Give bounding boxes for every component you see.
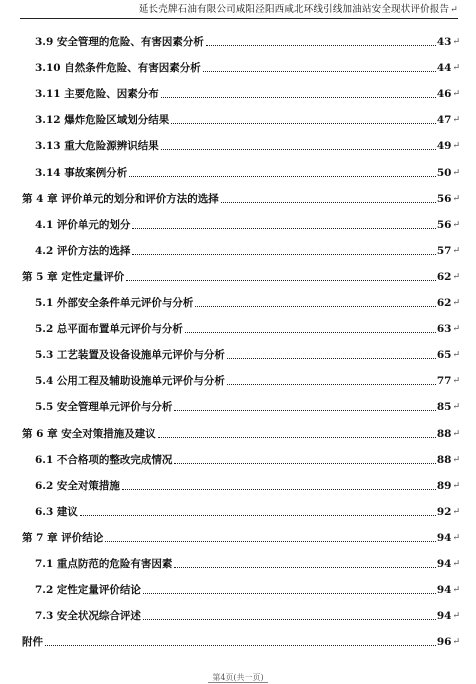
toc-entry-label: 第 4 章 评价单元的划分和评价方法的选择: [22, 192, 219, 205]
toc-entry-label: 7.1 重点防范的危险有害因素: [35, 558, 173, 570]
toc-section-entry[interactable]: [35, 477, 460, 493]
toc-page-number: 44: [436, 62, 452, 75]
toc-section-entry[interactable]: [35, 503, 460, 519]
toc-page-number: 77: [436, 375, 452, 388]
paragraph-mark-icon: ↵: [452, 271, 460, 282]
paragraph-mark-icon: ↵: [452, 63, 460, 74]
toc-entry-label: 3.14 事故案例分析: [35, 166, 128, 179]
toc-entry-label: 第 6 章 安全对策措施及建议: [22, 427, 156, 440]
toc-dot-leader: [126, 280, 436, 281]
toc-entry-label: 第 5 章 定性定量评价: [22, 270, 125, 283]
toc-chapter-entry[interactable]: [22, 190, 460, 206]
paragraph-mark-icon: ↵: [452, 141, 460, 152]
toc-entry-label: 5.3 工艺装置及设备设施单元评价与分析: [35, 349, 225, 362]
paragraph-mark-icon: ↵: [452, 245, 460, 256]
paragraph-mark-icon: ↵: [452, 89, 460, 100]
paragraph-mark-icon: ↵: [452, 428, 460, 439]
toc-section-entry[interactable]: [35, 216, 460, 232]
footer-page-label: 第4页(共一页): [208, 673, 267, 683]
paragraph-mark-icon: ↵: [452, 298, 460, 308]
paragraph-mark-icon: ↵: [452, 532, 460, 543]
toc-entry-label: 5.1 外部安全条件单元评价与分析: [35, 297, 194, 309]
toc-chapter-entry[interactable]: [22, 633, 460, 649]
toc-section-entry[interactable]: [35, 398, 460, 414]
toc-entry-label: 3.11 主要危险、因素分布: [35, 88, 159, 101]
toc-chapter-entry[interactable]: [22, 529, 460, 545]
toc-section-entry[interactable]: [35, 607, 460, 623]
paragraph-mark-icon: ↵: [452, 350, 460, 361]
toc-entry-label: 6.1 不合格项的整改完成情况: [35, 453, 173, 466]
paragraph-mark-icon: ↵: [452, 402, 460, 413]
toc-page-number: 62: [436, 297, 452, 309]
toc-section-entry[interactable]: [35, 33, 460, 49]
toc-dot-leader: [171, 123, 436, 124]
toc-section-entry[interactable]: [35, 242, 460, 258]
toc-page-number: 65: [436, 349, 452, 362]
toc-page-number: 94: [436, 584, 452, 597]
paragraph-mark-icon: ↵: [452, 454, 460, 465]
toc-entry-label: 5.5 安全管理单元评价与分析: [35, 401, 173, 414]
toc-page-number: 63: [436, 323, 452, 336]
toc-dot-leader: [158, 437, 436, 438]
toc-dot-leader: [221, 202, 436, 203]
page-footer: [0, 672, 476, 684]
toc-entry-label: 6.2 安全对策措施: [35, 479, 120, 492]
toc-page-number: 56: [436, 192, 452, 205]
paragraph-mark-icon: ↵: [452, 115, 460, 126]
toc-entry-label: 4.1 评价单元的划分: [35, 218, 131, 231]
toc-section-entry[interactable]: [35, 85, 460, 101]
toc-section-entry[interactable]: [35, 451, 460, 467]
toc-dot-leader: [195, 306, 435, 307]
toc-dot-leader: [227, 384, 436, 385]
toc-page-number: 94: [436, 610, 452, 623]
toc-entry-label: 3.12 爆炸危险区域划分结果: [35, 114, 170, 127]
toc-entry-label: 第 7 章 评价结论: [22, 531, 104, 544]
toc-dot-leader: [105, 541, 436, 542]
toc-page-number: 85: [436, 401, 452, 414]
paragraph-mark-icon: ↵: [452, 611, 460, 622]
toc-dot-leader: [203, 71, 436, 72]
paragraph-mark-icon: ↵: [452, 376, 460, 387]
toc-section-entry[interactable]: [35, 164, 460, 180]
toc-dot-leader: [174, 410, 435, 411]
toc-dot-leader: [174, 567, 435, 568]
toc-page-number: 94: [436, 531, 452, 544]
toc-chapter-entry[interactable]: [22, 425, 460, 441]
toc-page-number: 94: [436, 558, 452, 570]
toc-dot-leader: [80, 515, 436, 516]
toc-page-number: 49: [436, 140, 452, 153]
toc-dot-leader: [143, 619, 436, 620]
toc-page-number: 88: [436, 427, 452, 440]
paragraph-mark-icon: ↵: [452, 585, 460, 596]
header-title: 延长壳牌石油有限公司咸阳泾阳西咸北环线引线加油站安全现状评价报告: [138, 4, 450, 15]
toc-entry-label: 3.10 自然条件危险、有害因素分析: [35, 62, 201, 75]
toc-page-number: 57: [436, 244, 452, 257]
toc-dot-leader: [122, 489, 436, 490]
toc-entry-label: 5.4 公用工程及辅助设施单元评价与分析: [35, 375, 225, 388]
paragraph-mark-icon: ↵: [452, 37, 460, 47]
toc-entry-label: 3.13 重大危险源辨识结果: [35, 140, 159, 153]
paragraph-mark-icon: ↵: [452, 324, 460, 335]
paragraph-mark-icon: ↵: [452, 559, 460, 569]
toc-dot-leader: [132, 228, 435, 229]
toc-section-entry[interactable]: [35, 111, 460, 127]
toc-dot-leader: [185, 332, 436, 333]
toc-page-number: 89: [436, 479, 452, 492]
toc-dot-leader: [161, 149, 436, 150]
toc-dot-leader: [45, 645, 436, 646]
toc-page-number: 46: [436, 88, 452, 101]
paragraph-mark-icon: ↵: [452, 506, 460, 517]
toc-section-entry[interactable]: [35, 320, 460, 336]
toc-page-number: 47: [436, 114, 452, 127]
toc-section-entry[interactable]: [35, 372, 460, 388]
toc-page-number: 43: [436, 36, 452, 48]
toc-entry-label: 3.9 安全管理的危险、有害因素分析: [35, 36, 204, 48]
toc-dot-leader: [206, 45, 436, 46]
paragraph-mark-icon: ↵: [452, 219, 460, 230]
paragraph-mark-icon: ↵: [452, 193, 460, 204]
toc-dot-leader: [161, 97, 436, 98]
toc-dot-leader: [143, 593, 436, 594]
toc-section-entry[interactable]: [35, 555, 460, 571]
toc-chapter-entry[interactable]: [22, 268, 460, 284]
toc-page-number: 92: [436, 505, 452, 518]
toc-entry-label: 附件: [22, 636, 43, 649]
toc-page-number: 96: [436, 636, 452, 649]
toc-section-entry[interactable]: [35, 346, 460, 362]
toc-section-entry[interactable]: [35, 294, 460, 310]
paragraph-mark-icon: ↵: [450, 5, 458, 15]
toc-entry-label: 7.3 安全状况综合评述: [35, 610, 141, 623]
toc-section-entry[interactable]: [35, 137, 460, 153]
toc-entry-label: 7.2 定性定量评价结论: [35, 584, 141, 597]
paragraph-mark-icon: ↵: [452, 480, 460, 491]
toc-entry-label: 6.3 建议: [35, 505, 78, 518]
toc-page-number: 56: [436, 218, 452, 231]
toc-dot-leader: [132, 254, 435, 255]
toc-dot-leader: [227, 358, 436, 359]
paragraph-mark-icon: ↵: [452, 167, 460, 178]
toc-dot-leader: [174, 463, 435, 464]
toc-dot-leader: [129, 176, 436, 177]
toc-page-number: 88: [436, 453, 452, 466]
toc-entry-label: 4.2 评价方法的选择: [35, 244, 131, 257]
toc-page-number: 50: [436, 166, 452, 179]
toc-section-entry[interactable]: [35, 59, 460, 75]
paragraph-mark-icon: ↵: [452, 637, 460, 648]
toc-section-entry[interactable]: [35, 581, 460, 597]
toc-entry-label: 5.2 总平面布置单元评价与分析: [35, 323, 183, 336]
toc-page-number: 62: [436, 270, 452, 283]
